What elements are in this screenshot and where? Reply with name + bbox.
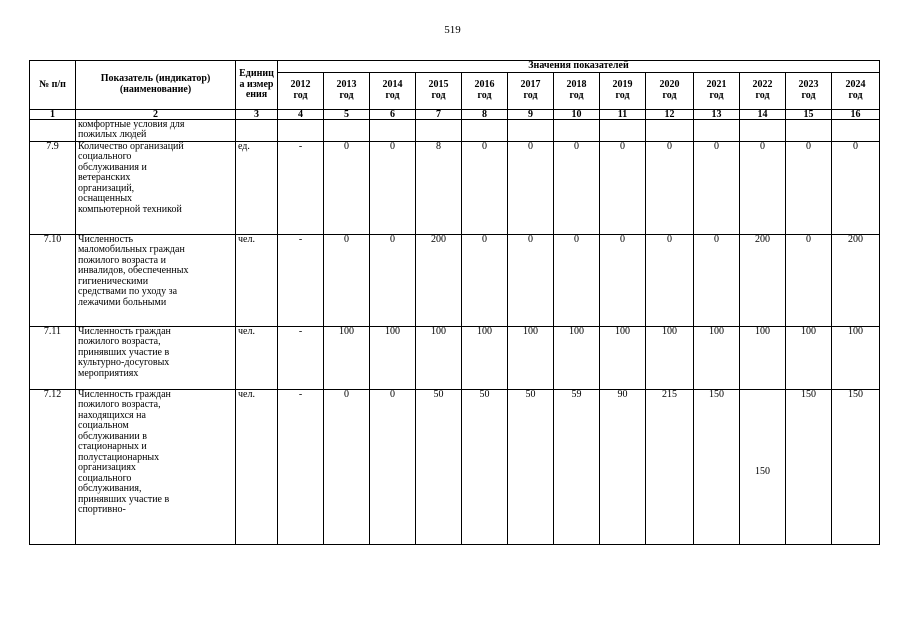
value-cell: - [278, 234, 324, 326]
indicator-name [76, 119, 236, 141]
value-cell: 0 [462, 141, 508, 234]
indicator-name-line: обслуживания, [78, 483, 142, 494]
header-year [646, 72, 694, 109]
column-number: 14 [740, 109, 786, 119]
indicator-name-line: средствами по уходу за [78, 286, 178, 297]
indicator-name [76, 141, 236, 234]
indicator-name-line: пожилого возраста, [78, 399, 161, 410]
header-year [554, 72, 600, 109]
header-year-value: 2014 [382, 79, 403, 90]
header-year-value: 2017 [520, 79, 541, 90]
column-number: 15 [786, 109, 832, 119]
row-number: 7.9 [30, 141, 76, 234]
header-year-suffix: год [339, 89, 354, 101]
unit-cell: ед. [236, 141, 278, 234]
value-cell: 8 [416, 141, 462, 234]
indicator-name-line: мероприятиях [78, 367, 139, 379]
indicator-name-line: принявших участие в [78, 493, 170, 505]
value-cell: 0 [740, 141, 786, 234]
value-cell: 215 [646, 389, 694, 544]
header-year [694, 72, 740, 109]
value-cell: 200 [416, 234, 462, 326]
column-number: 6 [370, 109, 416, 119]
value-cell: 0 [462, 234, 508, 326]
header-year-suffix: год [569, 89, 584, 101]
value-cell: 0 [508, 141, 554, 234]
value-cell [416, 119, 462, 141]
value-cell: 100 [832, 326, 880, 389]
row-number: 7.10 [30, 234, 76, 326]
value-cell: 200 [740, 234, 786, 326]
header-year-suffix: год [615, 89, 630, 101]
value-cell: 0 [694, 141, 740, 234]
value-cell: 100 [370, 326, 416, 389]
indicator-name-line: Численность [78, 233, 134, 245]
column-number: 12 [646, 109, 694, 119]
column-number: 11 [600, 109, 646, 119]
column-number: 13 [694, 109, 740, 119]
value-cell: 0 [554, 141, 600, 234]
indicator-name-line: ветеранских [78, 172, 131, 183]
indicators-table [29, 60, 880, 545]
value-cell [278, 119, 324, 141]
header-year-suffix: год [755, 89, 770, 101]
value-cell: 100 [646, 326, 694, 389]
value-cell: 0 [600, 141, 646, 234]
value-cell [740, 119, 786, 141]
header-year-value: 2012 [290, 79, 311, 90]
value-cell: - [278, 326, 324, 389]
column-number: 7 [416, 109, 462, 119]
value-cell: 0 [646, 234, 694, 326]
header-unit: Единица измерения [236, 61, 278, 110]
indicator-name-line: социальном [78, 420, 129, 431]
header-year [786, 72, 832, 109]
indicator-name-line: пожилого возраста, [78, 336, 161, 347]
value-cell: 0 [508, 234, 554, 326]
header-year-suffix: год [662, 89, 677, 101]
indicator-name-line: лежачими больными [78, 296, 167, 308]
indicator-name-line: принявших участие в [78, 346, 170, 358]
column-number: 5 [324, 109, 370, 119]
column-number: 1 [30, 109, 76, 119]
column-number: 4 [278, 109, 324, 119]
indicator-name-line: культурно-досуговых [78, 357, 170, 368]
value-cell: 0 [324, 389, 370, 544]
indicator-name-line: организациях [78, 462, 136, 473]
header-year-suffix: год [431, 89, 446, 101]
header-indicator: Показатель (индикатор) (наименование) [76, 61, 236, 110]
indicator-name [76, 326, 236, 389]
header-year-value: 2023 [798, 79, 819, 90]
indicator-name-line: Численность граждан [78, 325, 171, 337]
indicator-name-line: обслуживании в [78, 430, 147, 442]
header-year [600, 72, 646, 109]
value-cell: 100 [462, 326, 508, 389]
header-year [324, 72, 370, 109]
header-year-value: 2021 [706, 79, 727, 90]
value-cell: 0 [600, 234, 646, 326]
header-year [462, 72, 508, 109]
header-year-value: 2020 [659, 79, 680, 90]
value-cell [554, 119, 600, 141]
value-cell: 100 [508, 326, 554, 389]
header-year-suffix: год [523, 89, 538, 101]
value-cell [462, 119, 508, 141]
value-cell: 0 [554, 234, 600, 326]
value-cell: 0 [646, 141, 694, 234]
header-year-value: 2015 [428, 79, 449, 90]
table-row [30, 141, 880, 234]
header-year [370, 72, 416, 109]
header-year-suffix: год [293, 89, 308, 101]
indicator-name-line: стационарных и [78, 441, 147, 452]
value-cell: 59 [554, 389, 600, 544]
value-cell [646, 119, 694, 141]
value-cell [508, 119, 554, 141]
value-cell [324, 119, 370, 141]
value-cell: 150 [786, 389, 832, 544]
header-year [416, 72, 462, 109]
page-number: 519 [444, 24, 461, 36]
indicator-name-line: полустационарных [78, 451, 160, 463]
header-year-value: 2024 [845, 79, 866, 90]
column-number: 2 [76, 109, 236, 119]
value-cell: 50 [462, 389, 508, 544]
header-year-suffix: год [801, 89, 816, 101]
indicator-name-line: Количество организаций [78, 140, 184, 152]
header-year [278, 72, 324, 109]
row-number [30, 119, 76, 141]
indicator-name-line: социального [78, 472, 132, 484]
value-cell: 150 [694, 389, 740, 544]
indicator-name-line: пожилого возраста и [78, 254, 166, 266]
indicator-name-line: обслуживания и [78, 161, 147, 173]
header-year-value: 2022 [752, 79, 773, 90]
value-cell: 100 [324, 326, 370, 389]
indicator-name-line: маломобильных граждан [78, 244, 185, 255]
indicator-name-line: пожилых людей [78, 129, 147, 140]
header-number: № п/п [30, 61, 76, 110]
value-cell: 50 [416, 389, 462, 544]
value-cell: 90 [600, 389, 646, 544]
unit-cell: чел. [236, 326, 278, 389]
value-cell: 150 [832, 389, 880, 544]
header-year-value: 2013 [336, 79, 357, 90]
value-cell: 0 [786, 234, 832, 326]
value-cell: - [278, 141, 324, 234]
value-cell: 0 [370, 141, 416, 234]
header-values: Значения показателей [278, 61, 880, 73]
unit-cell: чел. [236, 234, 278, 326]
value-cell [786, 119, 832, 141]
table-row [30, 234, 880, 326]
header-year-suffix: год [477, 89, 492, 101]
indicator-name [76, 234, 236, 326]
value-cell: 100 [416, 326, 462, 389]
value-cell [694, 119, 740, 141]
row-number: 7.12 [30, 389, 76, 544]
header-year-value: 2018 [566, 79, 587, 90]
table-row [30, 119, 880, 141]
value-cell: 0 [694, 234, 740, 326]
value-cell: 100 [786, 326, 832, 389]
value-cell: 50 [508, 389, 554, 544]
value-cell: 0 [832, 141, 880, 234]
column-number: 16 [832, 109, 880, 119]
value-cell: 100 [554, 326, 600, 389]
value-cell: 0 [370, 234, 416, 326]
table-row [30, 389, 880, 544]
unit-cell: чел. [236, 389, 278, 544]
indicator-name-line: спортивно- [78, 504, 126, 515]
column-number: 3 [236, 109, 278, 119]
header-year-value: 2019 [612, 79, 633, 90]
header-year-suffix: год [709, 89, 724, 101]
value-cell: 0 [370, 389, 416, 544]
column-number: 8 [462, 109, 508, 119]
column-number: 10 [554, 109, 600, 119]
indicator-name-line: инвалидов, обеспеченных [78, 265, 189, 276]
unit-cell [236, 119, 278, 141]
indicator-name-line: оснащенных [78, 193, 133, 204]
indicator-name-line: компьютерной техникой [78, 203, 182, 215]
header-year-suffix: год [385, 89, 400, 101]
header-year [740, 72, 786, 109]
value-cell: 0 [324, 234, 370, 326]
header-year-suffix: год [848, 89, 863, 101]
value-cell: - [278, 389, 324, 544]
table-row [30, 326, 880, 389]
indicator-name [76, 389, 236, 544]
indicator-name-line: комфортные условия для [78, 118, 185, 130]
value-cell: 0 [324, 141, 370, 234]
row-number: 7.11 [30, 326, 76, 389]
value-cell [370, 119, 416, 141]
indicator-name-line: организаций, [78, 182, 135, 194]
value-cell [832, 119, 880, 141]
indicator-name-line: находящихся на [78, 409, 146, 421]
header-year-value: 2016 [474, 79, 495, 90]
indicator-name-line: социального [78, 151, 132, 162]
value-cell: 100 [600, 326, 646, 389]
header-year [832, 72, 880, 109]
indicator-name-line: гигиеническими [78, 275, 149, 287]
value-cell: 100 [740, 326, 786, 389]
header-year [508, 72, 554, 109]
indicator-name-line: Численность граждан [78, 388, 171, 400]
value-cell [600, 119, 646, 141]
value-cell: 150 [740, 389, 786, 544]
value-cell: 0 [786, 141, 832, 234]
value-cell: 100 [694, 326, 740, 389]
column-number: 9 [508, 109, 554, 119]
value-cell: 200 [832, 234, 880, 326]
